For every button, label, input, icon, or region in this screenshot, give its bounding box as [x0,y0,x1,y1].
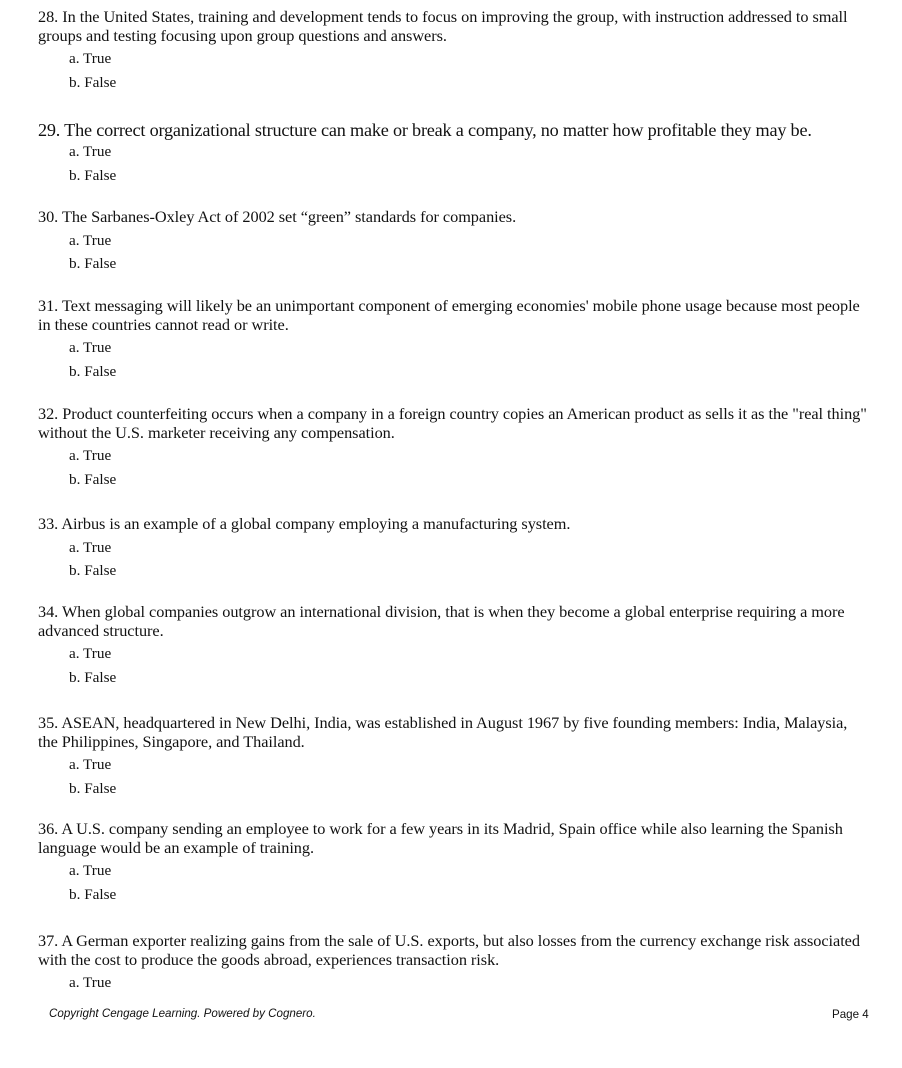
question-number: 31. [38,296,59,315]
question-body: The Sarbanes-Oxley Act of 2002 set “green” standards for companies. [61,207,517,226]
question-30 [38,208,868,276]
question-body: Product counterfeiting occurs when a company in a foreign country copies an American product as sells it as the "real thing" without the U.S. marketer receiving any compensation. [38,404,867,442]
question-body: The correct organizational structure can make or break a company, no matter how profitable they may be. [64,120,812,140]
question-text [38,603,868,640]
question-28 [38,8,868,94]
question-body: When global companies outgrow an international division, that is when they become a global enterprise requiring a more advanced structure. [38,602,845,640]
question-body: Text messaging will likely be an unimportant component of emerging economies' mobile phone usage because most people in these countries cannot read or write. [38,296,860,334]
question-number: 30. [38,207,59,226]
question-number: 28. [38,7,59,26]
question-body: Airbus is an example of a global company employing a manufacturing system. [61,514,571,533]
page-number: Page 4 [832,1008,869,1021]
option-false: b. False [69,562,117,579]
question-text [38,932,868,969]
question-number: 29. [38,120,61,140]
question-31 [38,297,868,383]
question-37 [38,932,868,995]
question-number: 33. [38,514,59,533]
option-true: a. True [69,756,112,773]
option-false: b. False [69,73,117,91]
question-number: 35. [38,713,59,732]
option-false: b. False [69,470,117,488]
option-false: b. False [69,885,117,903]
question-body: A U.S. company sending an employee to work for a few years in its Madrid, Spain office while also learning the Spanish language would be an example of training. [38,819,843,857]
question-body: In the United States, training and development tends to focus on improving the group, with instruction addressed to small groups and testing focusing upon group questions and answers. [38,7,848,45]
option-true: a. True [69,231,112,249]
question-29 [38,120,868,187]
question-text [38,297,868,334]
option-false: b. False [69,362,117,380]
question-number: 32. [38,404,59,423]
option-false: b. False [69,255,117,272]
option-true: a. True [69,143,112,160]
option-false: b. False [69,668,117,686]
question-number: 36. [38,819,59,838]
option-true: a. True [69,862,112,879]
question-body: A German exporter realizing gains from the sale of U.S. exports, but also losses from the currency exchange risk associated with the cost to produce the goods abroad, experiences transaction risk. [38,931,860,969]
question-32 [38,405,868,491]
option-true: a. True [69,50,112,67]
question-33 [38,515,868,583]
question-text [38,820,868,857]
question-text [38,405,868,442]
footer-copyright: Copyright Cengage Learning. Powered by Cognero. [49,1007,316,1020]
question-36 [38,820,868,906]
question-34 [38,603,868,689]
question-text [38,120,868,140]
option-true: a. True [69,447,112,464]
question-text [38,515,868,534]
option-true: a. True [69,645,112,662]
question-text [38,714,868,751]
question-text [38,8,868,45]
question-number: 34. [38,602,59,621]
question-number: 37. [38,931,59,950]
question-35 [38,714,868,800]
option-true: a. True [69,974,112,991]
question-text [38,208,868,227]
option-true: a. True [69,538,112,556]
question-body: ASEAN, headquartered in New Delhi, India, was established in August 1967 by five founding members: India, Malaysia, the Philippines, Singapore, and Thailand. [38,713,848,751]
option-false: b. False [69,166,117,184]
option-false: b. False [69,779,117,797]
option-true: a. True [69,339,112,356]
